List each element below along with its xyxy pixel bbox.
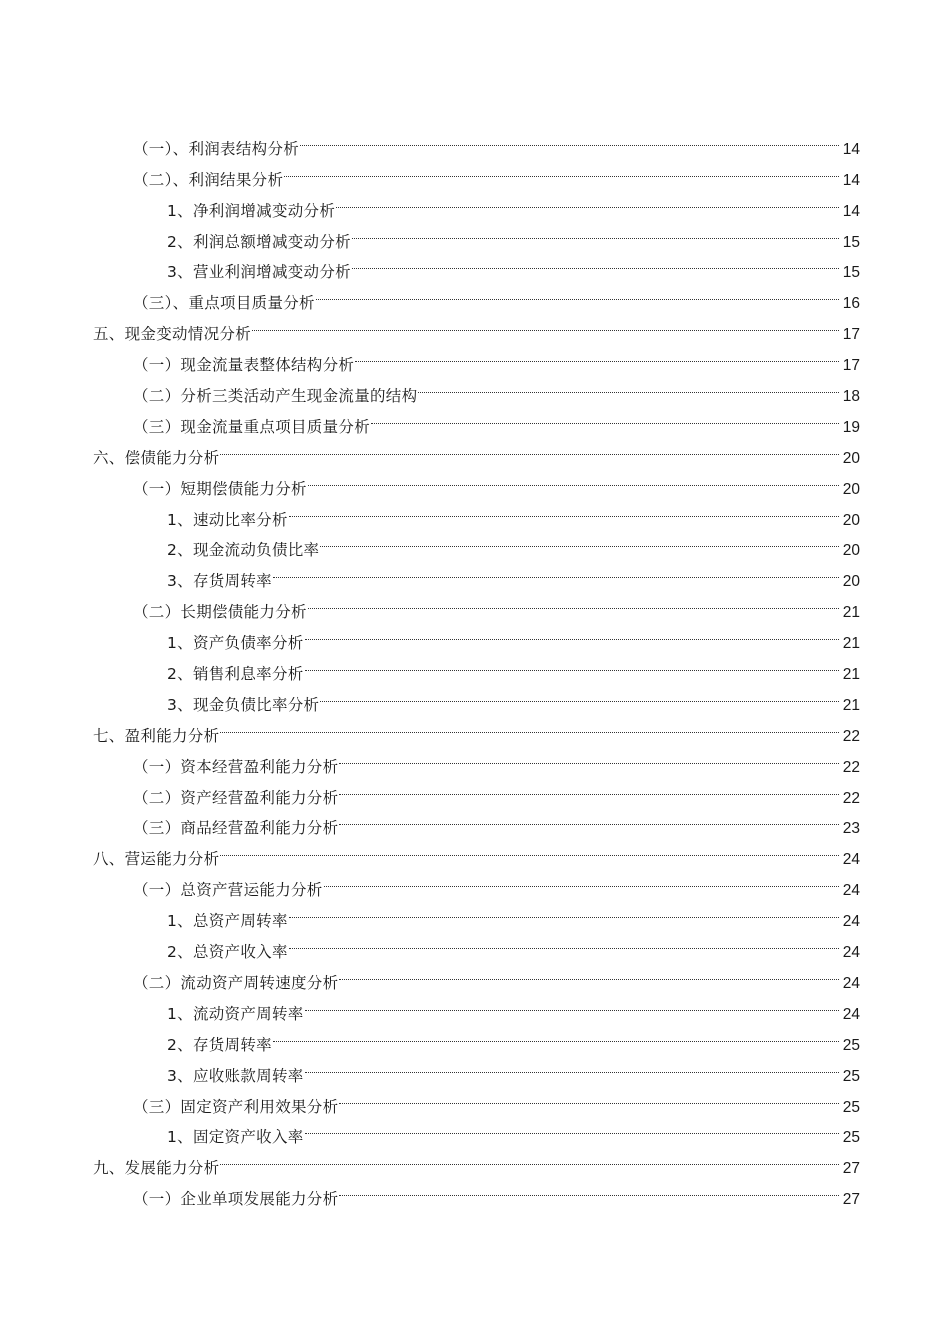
toc-entry-page-number: 20 xyxy=(842,542,860,560)
toc-dot-leader xyxy=(220,833,839,864)
toc-dot-leader xyxy=(220,710,839,741)
toc-entry-title: 2、总资产收入率 xyxy=(167,943,288,962)
toc-dot-leader xyxy=(320,525,839,556)
toc-entry-page-number: 21 xyxy=(842,696,860,714)
toc-dot-leader xyxy=(300,123,839,154)
toc-entry-title: 1、总资产周转率 xyxy=(167,912,288,931)
toc-dot-leader xyxy=(336,185,839,216)
toc-entry-page-number: 20 xyxy=(842,480,860,498)
toc-dot-leader xyxy=(220,1142,839,1173)
toc-dot-leader xyxy=(305,988,839,1019)
toc-entry-title: （三）、重点项目质量分析 xyxy=(133,294,315,313)
toc-entry-page-number: 22 xyxy=(842,758,860,776)
toc-entry-title: （一）企业单项发展能力分析 xyxy=(133,1190,339,1209)
toc-entry-page-number: 25 xyxy=(842,1067,860,1085)
toc-dot-leader xyxy=(305,1050,839,1081)
toc-entry-title: （二）、利润结果分析 xyxy=(133,170,284,189)
toc-dot-leader xyxy=(273,555,839,586)
toc-entry-page-number: 25 xyxy=(842,1098,860,1116)
toc-entry-page-number: 22 xyxy=(842,789,860,807)
toc-dot-leader xyxy=(273,1019,839,1050)
toc-entry-page-number: 14 xyxy=(842,171,860,189)
toc-entry-title: （一）现金流量表整体结构分析 xyxy=(133,356,355,375)
toc-entry-title: 1、资产负债率分析 xyxy=(167,634,304,653)
toc-entry-title: 五、现金变动情况分析 xyxy=(93,325,252,344)
toc-entry-title: 3、应收账款周转率 xyxy=(167,1066,304,1085)
toc-dot-leader xyxy=(284,154,839,185)
toc-dot-leader xyxy=(316,277,839,308)
toc-dot-leader xyxy=(339,803,839,834)
toc-entry-page-number: 19 xyxy=(842,418,860,436)
toc-dot-leader xyxy=(339,1081,839,1112)
toc-entry-title: 1、净利润增减变动分析 xyxy=(167,201,336,220)
toc-entry-page-number: 27 xyxy=(842,1191,860,1209)
toc-dot-leader xyxy=(339,741,839,772)
toc-entry-page-number: 24 xyxy=(842,851,860,869)
toc-entry-title: 2、利润总额增减变动分析 xyxy=(167,232,351,251)
toc-entry-page-number: 17 xyxy=(842,326,860,344)
toc-entry-page-number: 17 xyxy=(842,357,860,375)
toc-dot-leader xyxy=(308,586,839,617)
toc-entry-page-number: 24 xyxy=(842,944,860,962)
table-of-contents xyxy=(93,123,860,1209)
toc-entry-title: （三）现金流量重点项目质量分析 xyxy=(133,417,371,436)
toc-entry-title: （二）流动资产周转速度分析 xyxy=(133,973,339,992)
toc-entry-page-number: 18 xyxy=(842,388,860,406)
toc-entry-title: （一）短期偿债能力分析 xyxy=(133,479,307,498)
toc-dot-leader xyxy=(289,926,839,957)
toc-entry-title: 六、偿债能力分析 xyxy=(93,448,220,467)
toc-dot-leader xyxy=(371,401,839,432)
toc-entry-page-number: 25 xyxy=(842,1036,860,1054)
toc-entry-title: 七、盈利能力分析 xyxy=(93,726,220,745)
toc-dot-leader xyxy=(252,308,839,339)
toc-entry-title: 九、发展能力分析 xyxy=(93,1159,220,1178)
toc-entry-title: 3、营业利润增减变动分析 xyxy=(167,263,351,282)
toc-entry-title: 2、销售利息率分析 xyxy=(167,665,304,684)
toc-dot-leader xyxy=(352,216,839,247)
toc-entry-page-number: 21 xyxy=(842,604,860,622)
toc-entry-page-number: 21 xyxy=(842,635,860,653)
toc-entry-title: （二）分析三类活动产生现金流量的结构 xyxy=(133,387,418,406)
toc-entry-page-number: 14 xyxy=(842,140,860,158)
toc-entry-title: （一）总资产营运能力分析 xyxy=(133,881,323,900)
toc-entry-page-number: 15 xyxy=(842,264,860,282)
toc-dot-leader xyxy=(352,247,839,278)
toc-entry-page-number: 24 xyxy=(842,1005,860,1023)
toc-entry-page-number: 22 xyxy=(842,727,860,745)
toc-dot-leader xyxy=(289,494,839,525)
toc-entry-title: 八、营运能力分析 xyxy=(93,850,220,869)
toc-entry-page-number: 14 xyxy=(842,202,860,220)
toc-entry-title: 3、现金负债比率分析 xyxy=(167,695,320,714)
toc-entry-title: 1、固定资产收入率 xyxy=(167,1128,304,1147)
toc-entry-page-number: 20 xyxy=(842,449,860,467)
toc-entry-page-number: 21 xyxy=(842,666,860,684)
toc-dot-leader xyxy=(339,1173,839,1204)
toc-dot-leader xyxy=(305,617,839,648)
toc-entry-page-number: 24 xyxy=(842,913,860,931)
toc-entry-page-number: 15 xyxy=(842,233,860,251)
toc-entry-title: （三）商品经营盈利能力分析 xyxy=(133,819,339,838)
toc-entry-title: （二）资产经营盈利能力分析 xyxy=(133,788,339,807)
toc-entry-title: （一）、利润表结构分析 xyxy=(133,139,300,158)
toc-dot-leader xyxy=(355,339,839,370)
toc-entry-page-number: 24 xyxy=(842,974,860,992)
toc-dot-leader xyxy=(289,895,839,926)
toc-entry-page-number: 25 xyxy=(842,1129,860,1147)
toc-entry-title: 1、流动资产周转率 xyxy=(167,1004,304,1023)
toc-entry-page-number: 23 xyxy=(842,820,860,838)
toc-entry-title: （二）长期偿债能力分析 xyxy=(133,603,307,622)
toc-dot-leader xyxy=(339,772,839,803)
toc-entry-page-number: 20 xyxy=(842,511,860,529)
toc-entry-title: 2、存货周转率 xyxy=(167,1035,272,1054)
toc-entry-page-number: 24 xyxy=(842,882,860,900)
toc-dot-leader xyxy=(339,957,839,988)
toc-dot-leader xyxy=(418,370,839,401)
toc-dot-leader xyxy=(305,648,839,679)
toc-entry-title: （三）固定资产利用效果分析 xyxy=(133,1097,339,1116)
toc-entry-title: （一）资本经营盈利能力分析 xyxy=(133,757,339,776)
toc-entry-page-number: 20 xyxy=(842,573,860,591)
toc-entry-page-number: 27 xyxy=(842,1160,860,1178)
toc-entry-title: 1、速动比率分析 xyxy=(167,510,288,529)
toc-dot-leader xyxy=(308,463,839,494)
toc-entry-title: 3、存货周转率 xyxy=(167,572,272,591)
toc-dot-leader xyxy=(220,432,839,463)
toc-dot-leader xyxy=(320,679,839,710)
toc-entry-title: 2、现金流动负债比率 xyxy=(167,541,320,560)
toc-dot-leader xyxy=(305,1112,839,1143)
toc-dot-leader xyxy=(324,864,839,895)
toc-entry-page-number: 16 xyxy=(842,295,860,313)
toc-entry[interactable] xyxy=(93,123,860,158)
